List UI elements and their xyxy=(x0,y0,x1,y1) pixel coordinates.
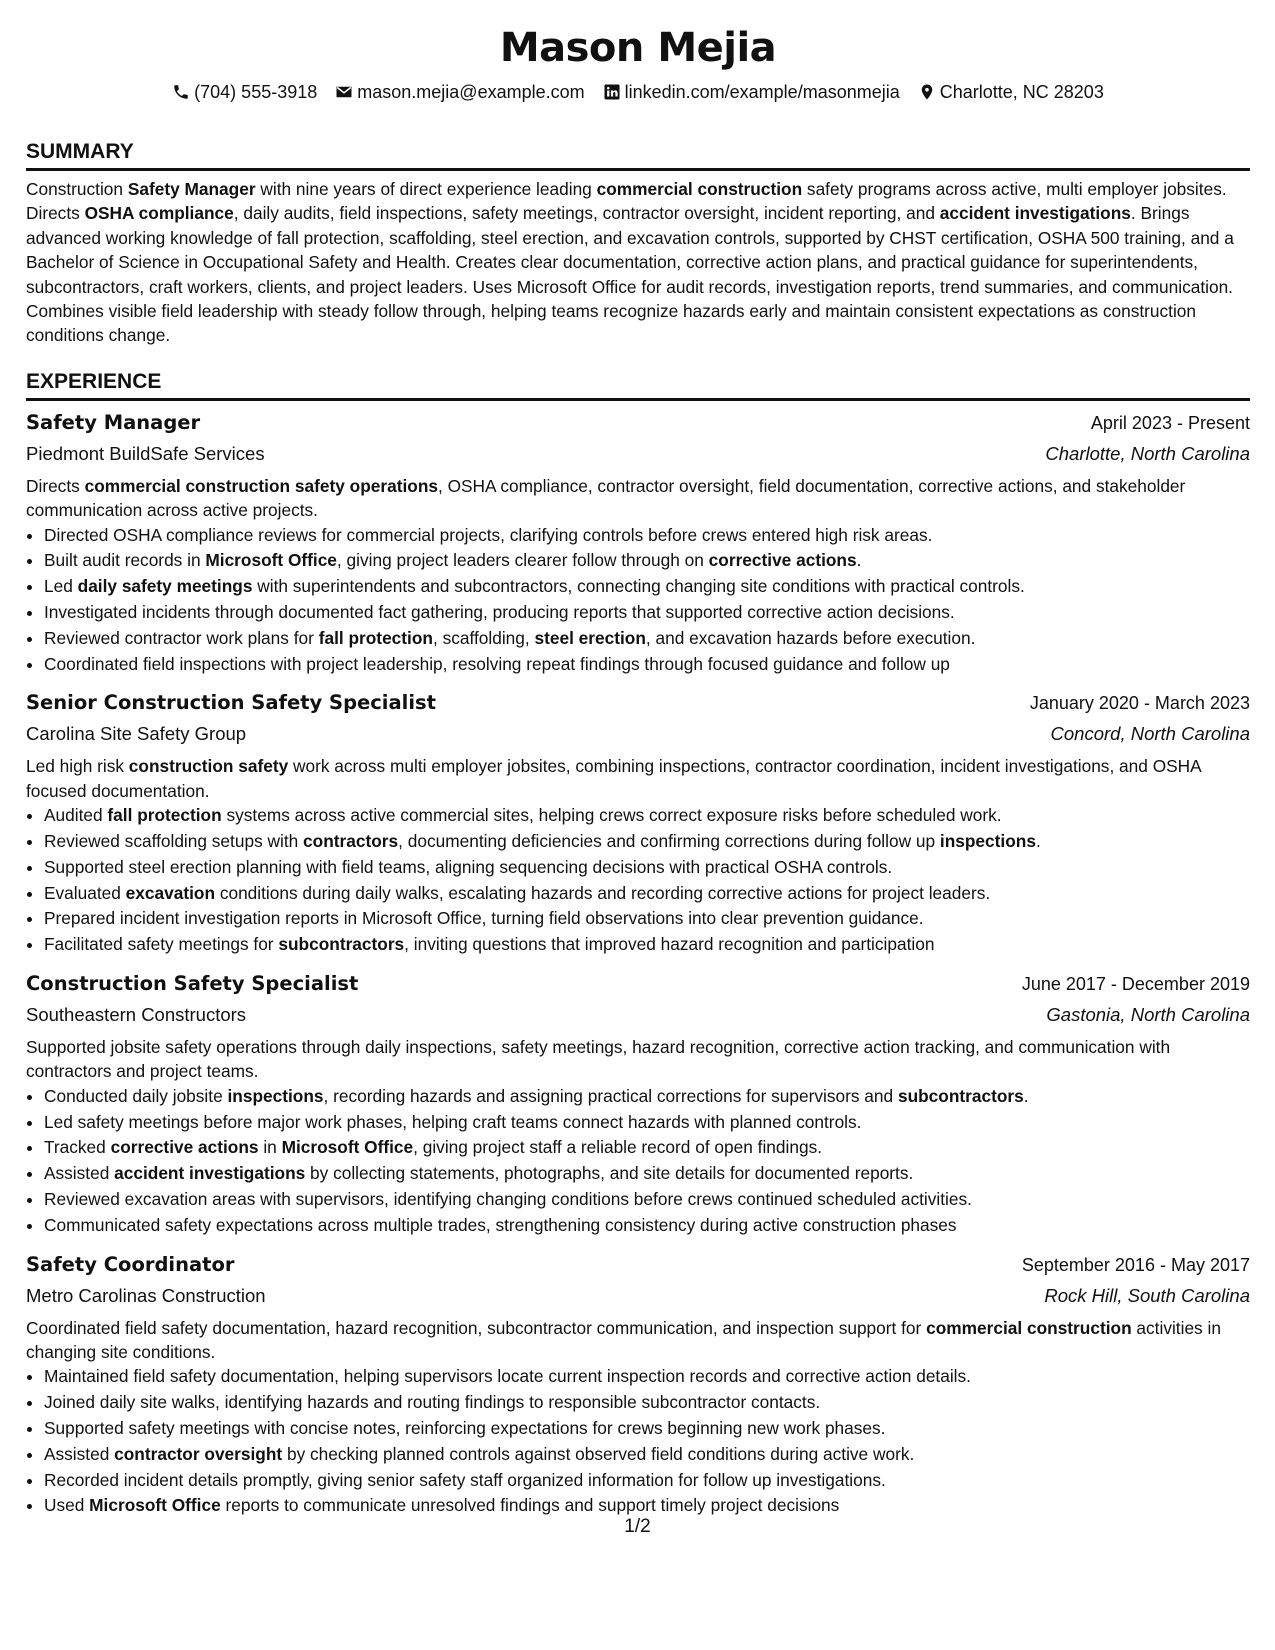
bullet-item xyxy=(44,548,1250,574)
text-segment: reports to communicate unresolved findings and support timely project decisions xyxy=(220,1495,840,1516)
bold-text-segment: corrective actions xyxy=(110,1137,259,1158)
phone-text: (704) 555-3918 xyxy=(194,82,318,102)
bullet-item xyxy=(44,1364,1250,1390)
job-location: Rock Hill, South Carolina xyxy=(1044,1284,1250,1306)
bold-text-segment: subcontractors xyxy=(897,1085,1024,1106)
text-segment: Used xyxy=(44,1495,90,1516)
bullet-item xyxy=(44,1213,1250,1239)
job-bullets xyxy=(26,523,1250,678)
text-segment: Reviewed excavation areas with supervisors, identifying changing conditions before crews continued scheduled activities. xyxy=(44,1189,972,1210)
text-segment: safety programs across active, multi employer jobsites. Directs xyxy=(26,179,1227,224)
bullet-item xyxy=(44,881,1250,907)
text-segment: Communicated safety expectations across multiple trades, strengthening consistency during active construction phases xyxy=(44,1214,957,1235)
bullet-item xyxy=(44,1416,1250,1442)
job-dates: June 2017 - December 2019 xyxy=(1021,974,1250,995)
bold-text-segment: corrective actions xyxy=(708,550,857,571)
section-title-summary: SUMMARY xyxy=(26,138,1250,171)
bold-text-segment: steel erection xyxy=(534,627,646,648)
bullet-item xyxy=(44,652,1250,678)
text-segment: , daily audits, field inspections, safety meetings, contractor oversight, incident reporting, and xyxy=(233,203,940,224)
job-summary xyxy=(26,754,1250,803)
text-segment: in xyxy=(258,1137,282,1158)
job-summary xyxy=(26,1316,1250,1365)
text-segment: Supported steel erection planning with field teams, aligning sequencing decisions with practical OSHA controls. xyxy=(44,856,893,877)
text-segment: , and excavation hazards before execution. xyxy=(645,627,976,648)
text-segment: by checking planned controls against observed field conditions during active work. xyxy=(282,1443,915,1464)
job-dates: September 2016 - May 2017 xyxy=(1021,1254,1250,1275)
text-segment: with superintendents and subcontractors, connecting changing site conditions with practical controls. xyxy=(252,576,1025,597)
job-location: Concord, North Carolina xyxy=(1050,723,1250,745)
job-title: Construction Safety Specialist xyxy=(26,972,359,996)
email-text: mason.mejia@example.com xyxy=(357,82,585,102)
bold-text-segment: accident investigations xyxy=(939,203,1131,224)
text-segment: Audited xyxy=(44,805,108,826)
bullet-item xyxy=(44,1084,1250,1110)
text-segment: Led high risk xyxy=(26,756,129,777)
contact-bar xyxy=(26,80,1250,104)
bold-text-segment: commercial construction xyxy=(596,179,803,199)
job-location: Gastonia, North Carolina xyxy=(1046,1004,1250,1026)
summary-section xyxy=(26,138,1250,348)
bold-text-segment: inspections xyxy=(227,1085,324,1106)
bullet-item xyxy=(44,932,1250,958)
text-segment: Investigated incidents through documented fact gathering, producing reports that supported corrective action decisions. xyxy=(44,602,955,623)
job-entry xyxy=(26,407,1250,678)
text-segment: Conducted daily jobsite xyxy=(44,1085,228,1106)
text-segment: Supported safety meetings with concise notes, reinforcing expectations for crews beginning new work phases. xyxy=(44,1418,886,1439)
bullet-item xyxy=(44,803,1250,829)
map-pin-icon xyxy=(918,83,936,101)
company-name: Piedmont BuildSafe Services xyxy=(26,442,265,464)
bullet-item xyxy=(44,855,1250,881)
text-segment: work across multi employer jobsites, combining inspections, contractor coordination, incident investigations, and OSHA focused documentation. xyxy=(26,756,1201,801)
bold-text-segment: Safety Manager xyxy=(127,179,256,199)
bullet-item xyxy=(44,1110,1250,1136)
bullet-item xyxy=(44,1468,1250,1494)
resume-page xyxy=(26,22,1250,1519)
linkedin-icon xyxy=(603,83,621,101)
text-segment: . xyxy=(856,550,862,571)
phone-icon xyxy=(172,83,190,101)
page-number: 1/2 xyxy=(624,1516,651,1537)
text-segment: Maintained field safety documentation, helping supervisors locate current inspection records and corrective action details. xyxy=(44,1366,971,1387)
job-title: Safety Coordinator xyxy=(26,1252,235,1276)
bullet-item xyxy=(44,1390,1250,1416)
text-segment: Recorded incident details promptly, giving senior safety staff organized information for follow up investigations. xyxy=(44,1469,886,1490)
company-name: Carolina Site Safety Group xyxy=(26,723,247,745)
job-title: Senior Construction Safety Specialist xyxy=(26,691,436,715)
text-segment: Supported jobsite safety operations through daily inspections, safety meetings, hazard recognition, corrective action tracking, and communication with contractors and project teams. xyxy=(26,1037,1171,1082)
job-bullets xyxy=(26,1084,1250,1239)
job-location: Charlotte, North Carolina xyxy=(1045,442,1250,464)
text-segment: Facilitated safety meetings for xyxy=(44,934,279,955)
bullet-item xyxy=(44,1442,1250,1468)
envelope-icon xyxy=(335,83,353,101)
company-name: Southeastern Constructors xyxy=(26,1004,247,1026)
text-segment: with nine years of direct experience leading xyxy=(255,179,597,199)
bold-text-segment: accident investigations xyxy=(114,1163,306,1184)
text-segment: Assisted xyxy=(44,1443,115,1464)
bold-text-segment: daily safety meetings xyxy=(77,576,253,597)
bullet-item xyxy=(44,829,1250,855)
contact-linkedin[interactable] xyxy=(603,80,900,104)
bold-text-segment: contractors xyxy=(303,831,399,852)
job-title: Safety Manager xyxy=(26,410,201,434)
bold-text-segment: commercial construction safety operations xyxy=(84,475,438,496)
text-segment: Coordinated field inspections with project leadership, resolving repeat findings through focused guidance and follow up xyxy=(44,653,950,674)
text-segment: Built audit records in xyxy=(44,550,206,571)
bold-text-segment: contractor oversight xyxy=(114,1443,283,1464)
text-segment: conditions during daily walks, escalating hazards and recording corrective actions for project leaders. xyxy=(215,882,991,903)
contact-email[interactable] xyxy=(335,80,584,104)
location-text: Charlotte, NC 28203 xyxy=(939,82,1104,102)
bullet-item xyxy=(44,1161,1250,1187)
job-entry xyxy=(26,687,1250,958)
text-segment: , scaffolding, xyxy=(432,627,535,648)
section-title-experience: EXPERIENCE xyxy=(26,368,1250,401)
bullet-item xyxy=(44,906,1250,932)
bullet-item xyxy=(44,574,1250,600)
job-summary xyxy=(26,1035,1250,1084)
job-bullets xyxy=(26,1364,1250,1519)
bullet-item xyxy=(44,523,1250,549)
text-segment: Tracked xyxy=(44,1137,111,1158)
text-segment: . xyxy=(1023,1085,1029,1106)
bullet-item xyxy=(44,626,1250,652)
bold-text-segment: OSHA compliance xyxy=(84,203,234,224)
candidate-name: Mason Mejia xyxy=(499,25,777,71)
linkedin-text: linkedin.com/example/masonmejia xyxy=(624,82,900,102)
text-segment: , giving project leaders clearer follow through on xyxy=(336,550,709,571)
company-name: Metro Carolinas Construction xyxy=(26,1284,266,1306)
contact-location xyxy=(918,80,1104,104)
bullet-item xyxy=(44,1187,1250,1213)
bold-text-segment: Microsoft Office xyxy=(281,1137,414,1158)
job-dates: January 2020 - March 2023 xyxy=(1029,693,1250,714)
text-segment: , recording hazards and assigning practical corrections for supervisors and xyxy=(323,1085,898,1106)
text-segment: Joined daily site walks, identifying hazards and routing findings to responsible subcontractor contacts. xyxy=(44,1392,821,1413)
experience-section xyxy=(26,368,1250,1519)
bold-text-segment: Microsoft Office xyxy=(205,550,337,571)
contact-phone[interactable] xyxy=(172,80,317,104)
text-segment: Prepared incident investigation reports in Microsoft Office, turning field observations into clear prevention guidance. xyxy=(44,908,924,929)
summary-text xyxy=(26,177,1250,348)
text-segment: Evaluated xyxy=(44,882,126,903)
job-bullets xyxy=(26,803,1250,958)
text-segment: Directs xyxy=(26,475,85,496)
job-summary xyxy=(26,474,1250,523)
text-segment: Construction xyxy=(26,179,128,199)
bold-text-segment: fall protection xyxy=(318,627,433,648)
job-entry xyxy=(26,1249,1250,1520)
bold-text-segment: inspections xyxy=(939,831,1036,852)
text-segment: Coordinated field safety documentation, hazard recognition, subcontractor communication, and inspection support for xyxy=(26,1317,927,1338)
bold-text-segment: commercial construction xyxy=(926,1317,1132,1338)
bold-text-segment: excavation xyxy=(125,882,216,903)
text-segment: Led safety meetings before major work phases, helping craft teams connect hazards with planned controls. xyxy=(44,1111,862,1132)
bold-text-segment: Microsoft Office xyxy=(89,1495,221,1516)
text-segment: by collecting statements, photographs, and site details for documented reports. xyxy=(305,1163,914,1184)
bullet-item xyxy=(44,1135,1250,1161)
text-segment: systems across active commercial sites, helping crews correct exposure risks before scheduled work. xyxy=(221,805,1002,826)
text-segment: activities in changing site conditions. xyxy=(26,1317,1221,1363)
text-segment: Assisted xyxy=(44,1163,115,1184)
text-segment: , documenting deficiencies and confirming corrections during follow up xyxy=(398,831,940,852)
bold-text-segment: construction safety xyxy=(128,756,289,777)
text-segment: , giving project staff a reliable record of open findings. xyxy=(413,1137,823,1158)
text-segment: Reviewed scaffolding setups with xyxy=(44,831,304,852)
job-entry xyxy=(26,968,1250,1239)
text-segment: , OSHA compliance, contractor oversight, field documentation, corrective actions, and stakeholder communication across active projects. xyxy=(26,475,1186,521)
bullet-item xyxy=(44,600,1250,626)
bold-text-segment: fall protection xyxy=(107,805,222,826)
job-dates: April 2023 - Present xyxy=(1090,412,1250,433)
text-segment: . Brings advanced working knowledge of fall protection, scaffolding, steel erection, and excavation controls, supported by CHST certification, OSHA 500 training, and a Bachelor of Science in Occupational Safety and Health. Creates clear documentation, corrective action plans, and practical guidance for superintendents, subcontractors, craft workers, clients, and project leaders. Uses Microsoft Office for audit records, investigation reports, trend summaries, and communication. Combines visible field leadership with steady follow through, helping teams recognize hazards early and maintain consistent expectations as construction conditions change. xyxy=(26,203,1234,346)
text-segment: Led xyxy=(44,576,78,597)
bold-text-segment: subcontractors xyxy=(278,934,405,955)
text-segment: Directed OSHA compliance reviews for commercial projects, clarifying controls before crews entered high risk areas. xyxy=(44,524,933,545)
text-segment: , inviting questions that improved hazard recognition and participation xyxy=(404,934,935,955)
text-segment: Reviewed contractor work plans for xyxy=(44,627,319,648)
text-segment: . xyxy=(1035,831,1041,852)
